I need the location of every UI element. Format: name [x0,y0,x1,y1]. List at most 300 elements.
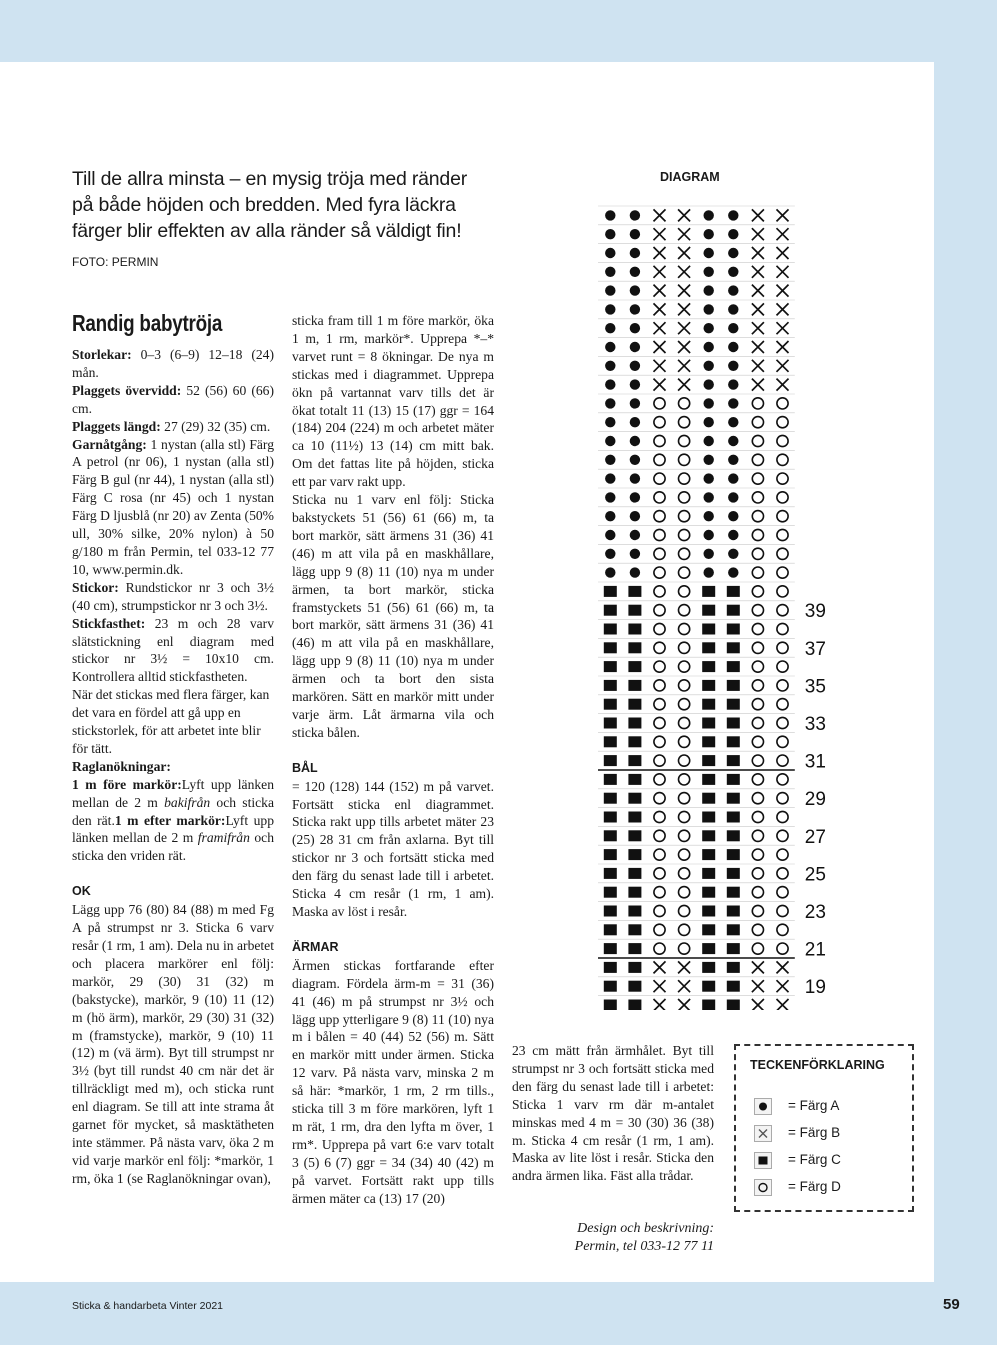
width-label: Plaggets övervidd: [72,382,182,398]
chart-cell [727,680,740,691]
chart-cell [654,623,665,634]
chart-cell [777,736,788,747]
chart-cell [630,455,640,465]
chart-cell [654,247,666,259]
chart-cell [728,285,738,295]
chart-cell [679,435,690,446]
chart-cell [728,417,738,427]
chart-cell [630,398,640,408]
column-3 [512,1042,714,1185]
chart-cell [777,454,788,465]
chart-cell [679,774,690,785]
chart-cell [752,360,764,372]
chart-cell [679,548,690,559]
before-em: bakifrån [164,794,211,810]
chart-cell [777,774,788,785]
chart-cell [777,417,788,428]
chart-cell [728,530,738,540]
chart-cell [777,661,788,672]
chart-cell [604,887,617,898]
chart-cell [728,398,738,408]
width: 52 (56) 60 (66) cm. [72,382,274,416]
chart-cell [704,417,714,427]
chart-cell [752,849,763,860]
chart-cell [604,962,617,973]
chart-cell [702,830,715,841]
chart-cell [727,718,740,729]
chart-cell [702,774,715,785]
chart-cell [728,210,738,220]
chart-cell [727,906,740,917]
chart-cell [654,830,665,841]
chart-cell [605,398,615,408]
chart-cell [630,342,640,352]
chart-cell [727,605,740,616]
chart-cell [628,1000,641,1011]
chart-cell [752,811,763,822]
legend-item-d [754,1179,841,1196]
chart-cell [679,417,690,428]
chart-cell [727,868,740,879]
col2-text1: sticka fram till 1 m före markör, öka 1 m, 1 rm, markör*. Upprepa *–* varvet runt = 8 ökningar. De nya m stickas med i diagrammet. Upprepa ökn på vartannat varv tills det är ökat totalt 11 (13) 15 (17) ggr = 164 (184) 204 (224) m och arbetet mäter ca 10 (11½) 13 (14) cm mitt bak. Om det fattas lite på höjden, sticka ett par varv rakt upp. [292,313,494,490]
yarn: 1 nystan (alla stl) Färg A petrol (nr 06), 1 nystan (alla stl) Färg B gul (nr 44), 1 nystan (alla stl) Färg C rosa (nr 45) och 1 nystan Färg D ljusblå (nr 20) av Zenta (50% ull, 30% silke, 20% nylon) à 50 g/180 m från Permin, tel 033-12 77 10, www.permin.dk. [72,436,274,577]
chart-cell [604,981,617,992]
chart-cell [630,210,640,220]
chart-row-label: 31 [804,751,826,773]
chart-cell [654,341,666,353]
chart-cell [604,755,617,766]
sizes: 0–3 (6–9) 12–18 (24) mån. [72,347,274,380]
chart-cell [752,905,763,916]
bal-text: = 120 (128) 144 (152) m på varvet. Fortsätt sticka enl diagrammet. Sticka rakt upp tills arbetet mäter 23 (25) 28 31 cm från axlarna. Byt till stickor nr 3 och fortsätt sticka med den färg du senast lade till i arbetet. Sticka 4 cm resår (1 rm, 1 am). Maska av löst i resår. [292,778,494,919]
chart-cell [630,417,640,427]
chart-cell [604,642,617,653]
chart-cell [678,341,690,353]
chart-cell [777,341,789,353]
intro-text: Till de allra minsta – en mysig tröja med ränder på både höjden och bredden. Med fyra läckra färger blir effekten av alla ränder så väldigt fin! [72,168,468,242]
chart-cell [727,812,740,823]
chart-cell [702,718,715,729]
chart-cell [679,529,690,540]
chart-cell [704,436,714,446]
chart-cell [654,811,665,822]
column-1 [72,346,274,1188]
chart-cell [678,322,690,334]
chart-cell [752,793,763,804]
note: När det stickas med flera färger, kan det vara en fördel att gå upp en stickstorlek, för att arbetet inte blir för tätt. [72,687,270,756]
chart-cell [630,323,640,333]
chart-cell [679,680,690,691]
legend-title: TECKENFÖRKLARING [750,1058,885,1072]
chart-cell [777,492,788,503]
chart-cell [679,492,690,503]
chart-cell [704,567,714,577]
chart-cell [604,605,617,616]
chart-cell [654,849,665,860]
chart-cell [679,943,690,954]
chart-cell [654,961,666,973]
chart-cell [628,812,641,823]
ok-text: Lägg upp 76 (80) 84 (88) m med Fg A på strumpst nr 3. Sticka 6 varv resår (1 rm, 1 am). Dela nu in arbetet och placera markörer enl följ: markör, 29 (30) 31 (32) m (bakstycke), markör, 9 (10) 11 (12) m (hö ärm), markör, 29 (30) 31 (32) m (framstycke), markör, 9 (10) 11 (12) m (vä ärm). Byt till strumpst nr 3½ (byt till rundst 40 cm när det är tillräckligt med m), och sticka runt enl diagram. Se till att inte strama åt garnet för mycket, så masktätheten inte stämmer. På nästa varv, öka 2 m vid varje markör enl följ: *markör, 1 rm, öka 1 (se Raglanökningar ovan), [72,902,274,1186]
length-label: Plaggets längd: [72,418,161,434]
page-title: Randig babytröja [72,310,223,336]
chart-cell [630,285,640,295]
page-number: 59 [943,1296,960,1313]
before-label: 1 m före markör: [72,776,182,792]
chart-cell [752,642,763,653]
chart-cell [654,454,665,465]
chart-cell [727,755,740,766]
chart-cell [702,642,715,653]
chart-cell [727,774,740,785]
after-text-b: och sticka den vriden rät. [72,830,275,864]
chart-cell [679,398,690,409]
chart-cell [679,586,690,597]
legend-label-c: = Färg C [788,1152,841,1168]
chart-cell [628,642,641,653]
chart-cell [654,661,665,672]
chart-cell [628,793,641,804]
chart-cell [777,228,789,240]
chart-cell [704,267,714,277]
chart-cell [777,586,788,597]
chart-cell [628,699,641,710]
col2-text2: Sticka nu 1 varv enl följ: Sticka bakstyckets 51 (56) 61 (66) m, ta bort markör, sätt ärmens 31 (36) 41 (46) m att vila på en maskhållare, lägg upp 9 (8) 11 (10) nya m under ärmen, ta bort markör, sticka framstyckets 51 (56) 61 (66) m, ta bort markör, sätt ärmens 31 (36) 41 (46) m att vila på en maskhållare, lägg upp 9 (8) 11 (10) nya m under ärmen och ta bort den sista markören. Sätt en markör mitt under varje ärm. Låt ärmarna vila och sticka bålen. [292,492,494,740]
chart-cell [654,642,665,653]
chart-cell [752,887,763,898]
needles-label: Stickor: [72,579,119,595]
chart-cell [654,887,665,898]
chart-cell [727,962,740,973]
chart-cell [728,323,738,333]
footer-magazine: Sticka & handarbeta Vinter 2021 [72,1300,223,1312]
chart-cell [728,267,738,277]
legend-symbol-cross-icon [754,1125,772,1142]
chart-cell [704,398,714,408]
chart-cell [605,285,615,295]
chart-cell [777,605,788,616]
chart-cell [704,210,714,220]
chart-cell [777,303,789,315]
chart-cell [654,755,665,766]
chart-cell [605,267,615,277]
chart-cell [777,511,788,522]
chart-cell [777,285,789,297]
chart-cell [605,492,615,502]
chart-cell [630,567,640,577]
chart-cell [628,661,641,672]
chart-cell [777,398,788,409]
chart-cell [679,905,690,916]
chart-cell [702,849,715,860]
chart-cell [702,624,715,635]
chart-cell [605,455,615,465]
chart-cell [678,980,690,992]
chart-cell [728,379,738,389]
chart-cell [605,342,615,352]
chart-cell [752,623,763,634]
chart-cell [752,379,764,391]
chart-cell [604,736,617,747]
chart-cell [752,943,763,954]
credit-line-1: Design och beskrivning: [577,1221,714,1236]
chart-cell [630,530,640,540]
chart-cell [654,398,665,409]
chart-cell [704,511,714,521]
chart-cell [628,755,641,766]
legend-label-b: = Färg B [788,1125,841,1141]
before-text-b: och sticka den rät. [72,794,274,828]
chart-cell [628,887,641,898]
chart-cell [752,417,763,428]
chart-cell [654,228,666,240]
chart-cell [678,379,690,391]
chart-cell [777,699,788,710]
chart-cell [604,906,617,917]
chart-cell [604,699,617,710]
chart-cell [702,586,715,597]
chart-cell [679,887,690,898]
chart-cell [605,511,615,521]
chart-cell [628,830,641,841]
chart-cell [728,492,738,502]
chart-row-label: 27 [804,826,826,848]
chart-cell [630,304,640,314]
chart-cell [777,379,789,391]
chart-cell [752,266,764,278]
chart-cell [679,924,690,935]
chart-cell [678,303,690,315]
chart-cell [679,736,690,747]
bal-heading: BÅL [292,760,318,775]
chart-cell [654,980,666,992]
chart-cell [702,1000,715,1011]
chart-cell [777,360,789,372]
chart-cell [604,924,617,935]
chart-cell [604,793,617,804]
chart-cell [679,830,690,841]
chart-cell [777,811,788,822]
chart-cell [628,586,641,597]
chart-cell [702,605,715,616]
gauge-label: Stickfasthet: [72,615,146,631]
chart-cell [728,511,738,521]
chart-cell [678,360,690,372]
diagram-title: DIAGRAM [660,170,720,184]
chart-cell [679,511,690,522]
chart-cell [654,285,666,297]
chart-cell [704,492,714,502]
chart-cell [777,905,788,916]
chart-cell [678,209,690,221]
chart-cell [777,209,789,221]
chart-cell [777,961,789,973]
chart-cell [727,849,740,860]
chart-cell [752,209,764,221]
chart-cell [752,830,763,841]
chart-cell [630,549,640,559]
chart-cell [654,303,666,315]
chart-cell [727,661,740,672]
chart-cell [777,755,788,766]
gauge: 23 m och 28 varv slätstickning enl diagram med stickor nr 3½ = 10x10 cm. Kontrollera alltid stickfastheten. [72,615,275,685]
chart-cell [604,830,617,841]
chart-cell [752,454,763,465]
chart-cell [777,793,788,804]
chart-row-label: 23 [804,902,826,923]
chart-cell [702,943,715,954]
chart-cell [654,567,665,578]
chart-cell [752,228,764,240]
chart-cell [605,567,615,577]
chart-cell [777,266,789,278]
chart-cell [702,887,715,898]
chart-row-label: 33 [804,714,826,735]
chart-cell [752,661,763,672]
chart-cell [752,699,763,710]
chart-cell [728,549,738,559]
chart-cell [654,529,665,540]
chart-row-label: 21 [804,939,826,961]
legend-symbol-dot-icon [754,1098,772,1115]
chart-cell [654,793,665,804]
after-text-a: Lyft upp länken mellan de 2 m [72,812,274,846]
chart-cell [777,924,788,935]
chart-cell [678,247,690,259]
chart-cell [628,962,641,973]
chart-cell [777,980,789,992]
chart-cell [679,793,690,804]
chart-cell [728,248,738,258]
chart-cell [679,849,690,860]
chart-cell [605,304,615,314]
chart-cell [628,718,641,729]
chart-cell [728,342,738,352]
photo-credit: FOTO: PERMIN [72,255,159,269]
chart-cell [777,473,788,484]
chart-cell [604,868,617,879]
chart-cell [654,774,665,785]
chart-cell [654,924,665,935]
chart-cell [704,530,714,540]
chart-cell [777,887,788,898]
chart-cell [628,924,641,935]
chart-cell [604,586,617,597]
chart-cell [630,436,640,446]
chart-cell [630,267,640,277]
chart-cell [777,830,788,841]
chart-cell [702,680,715,691]
chart-cell [728,304,738,314]
chart-cell [728,229,738,239]
chart-cell [727,642,740,653]
needles: Rundstickor nr 3 och 3½ (40 cm), strumpstickor nr 3 och 3½. [72,579,274,613]
chart-cell [704,473,714,483]
chart-cell [752,285,764,297]
chart-cell [654,999,666,1010]
chart-cell [777,868,788,879]
length: 27 (29) 32 (35) cm. [164,418,271,434]
chart-cell [752,435,763,446]
chart-cell [654,943,665,954]
chart-cell [752,529,763,540]
chart-cell [727,586,740,597]
chart-cell [727,793,740,804]
chart-cell [654,736,665,747]
chart-cell [777,717,788,728]
knitting-chart [590,200,840,1010]
chart-cell [752,548,763,559]
chart-cell [605,530,615,540]
chart-cell [630,248,640,258]
chart-cell [704,379,714,389]
chart-cell [777,322,789,334]
chart-cell [752,586,763,597]
chart-cell [679,755,690,766]
chart-cell [604,1000,617,1011]
chart-cell [752,398,763,409]
chart-cell [752,341,764,353]
chart-cell [728,455,738,465]
chart-cell [752,322,764,334]
chart-cell [702,868,715,879]
chart-cell [678,961,690,973]
chart-cell [704,361,714,371]
chart-cell [702,793,715,804]
chart-cell [654,511,665,522]
chart-cell [604,812,617,823]
chart-cell [679,567,690,578]
chart-cell [628,981,641,992]
chart-cell [654,417,665,428]
chart-cell [777,642,788,653]
chart-cell [777,623,788,634]
chart-cell [752,924,763,935]
chart-cell [752,868,763,879]
chart-cell [679,454,690,465]
chart-cell [727,1000,740,1011]
chart-cell [679,473,690,484]
chart-cell [654,605,665,616]
chart-cell [702,736,715,747]
chart-cell [628,680,641,691]
chart-cell [752,736,763,747]
chart-cell [628,943,641,954]
chart-cell [605,361,615,371]
legend-label-d: = Färg D [788,1179,841,1195]
before-text-a: Lyft upp länken mellan de 2 m [72,776,274,810]
chart-cell [752,755,763,766]
legend-label-a: = Färg A [788,1098,840,1114]
chart-cell [727,699,740,710]
chart-cell [679,717,690,728]
chart-cell [704,323,714,333]
chart-cell [728,361,738,371]
chart-cell [777,247,789,259]
chart-cell [702,699,715,710]
chart-cell [628,849,641,860]
chart-cell [679,811,690,822]
armar-heading: ÄRMAR [292,939,339,954]
design-credit [520,1220,714,1256]
chart-cell [728,567,738,577]
chart-cell [752,473,763,484]
chart-cell [704,304,714,314]
chart-cell [752,961,764,973]
column-2 [292,312,494,1208]
chart-cell [654,322,666,334]
chart-cell [678,285,690,297]
